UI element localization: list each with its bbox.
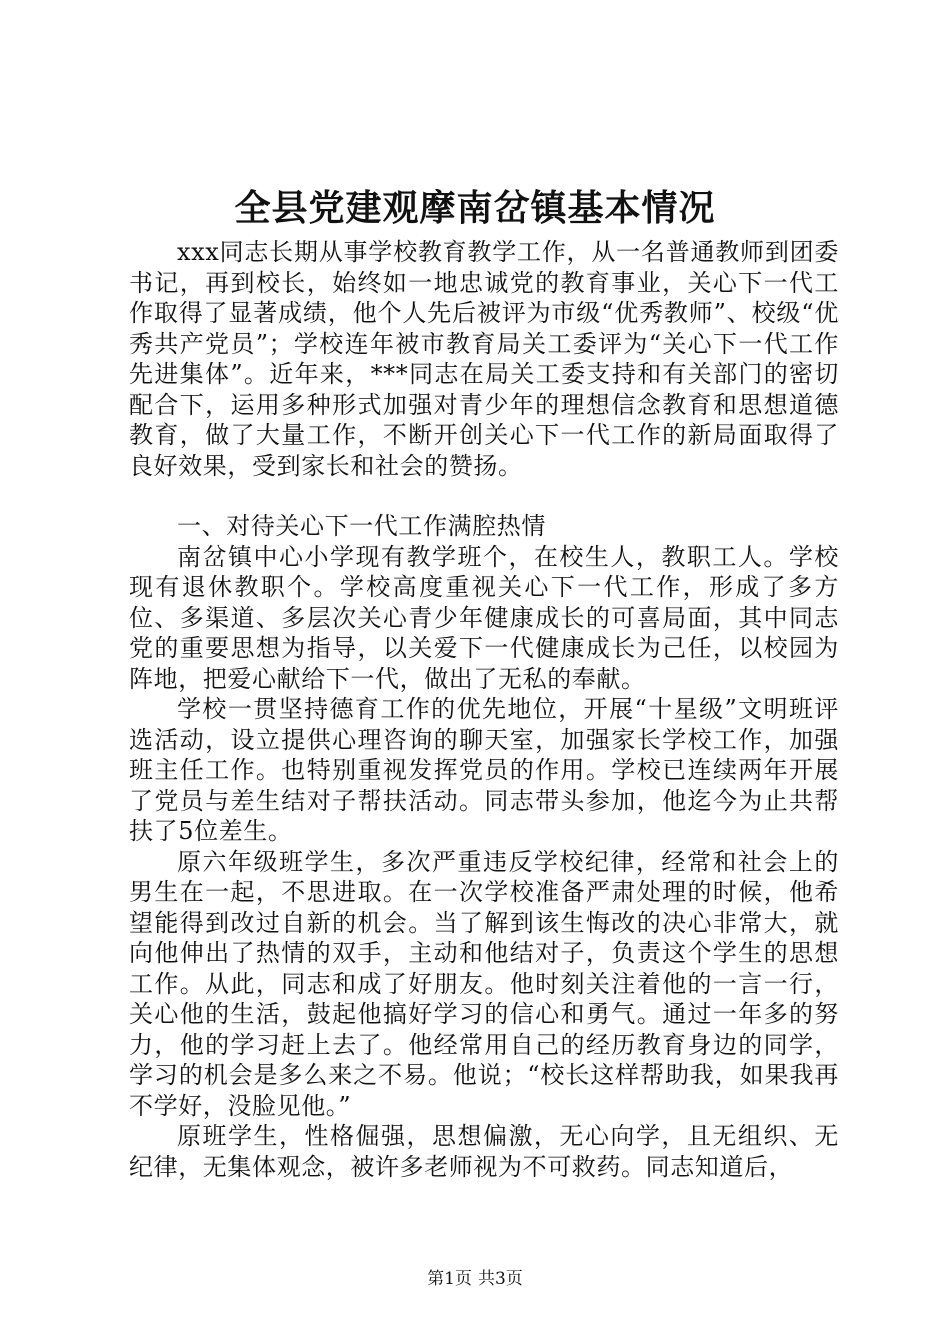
document-title: 全县党建观摩南岔镇基本情况: [234, 187, 716, 229]
paragraph-student-case-1: 原六年级班学生，多次严重违反学校纪律，经常和社会上的男生在一起，不思进取。在一次学校准备严肃处理的时候，他希望能得到改过自新的机会。当了解到该生悔改的决心非常大，就向他伸出了热情的双手，主动和他结对子，负责这个学生的思想工作。从此，同志和成了好朋友。他时刻关注着他的一言一行，关心他的生活，鼓起他搞好学习的信心和勇气。通过一年多的努力，他的学习赶上去了。他经常用自己的经历教育身边的同学，学习的机会是多么来之不易。他说；“校长这样帮助我，如果我再不学好，没脸见他。”: [129, 847, 839, 1120]
section-heading: 一、对待关心下一代工作满腔热情: [177, 512, 546, 540]
page-number-current: 第1页: [427, 1269, 472, 1289]
paragraph-student-case-2: 原班学生，性格倔强，思想偏激，无心向学，且无组织、无纪律，无集体观念，被许多老师视为不可救药。同志知道后，: [129, 1122, 839, 1181]
paragraph-school-overview: 南岔镇中心小学现有教学班个，在校生人，教职工人。学校现有退休教职个。学校高度重视关心下一代工作，形成了多方位、多渠道、多层次关心青少年健康成长的可喜局面，其中同志党的重要思想为指导，以关爱下一代健康成长为己任，以校园为阵地，把爱心献给下一代，做出了无私的奉献。: [129, 542, 839, 693]
page-number-total: 共3页: [478, 1269, 523, 1289]
paragraph-intro: xxx同志长期从事学校教育教学工作，从一名普通教师到团委书记，再到校长，始终如一地忠诚党的教育事业，关心下一代工作取得了显著成绩，他个人先后被评为市级“优秀教师”、校级“优秀共产党员”；学校连年被市教育局关工委评为“关心下一代工作先进集体”。近年来，***同志在局关工委支持和有关部门的密切配合下，运用多种形式加强对青少年的理想信念教育和思想道德教育，做了大量工作，不断开创关心下一代工作的新局面取得了良好效果，受到家长和社会的赞扬。: [129, 238, 839, 480]
page-footer: [0, 1267, 950, 1291]
document-body: [129, 237, 839, 1182]
paragraph-moral-education: 学校一贯坚持德育工作的优先地位，开展“十星级”文明班评选活动，设立提供心理咨询的聊天室，加强家长学校工作，加强班主任工作。也特别重视发挥党员的作用。学校已连续两年开展了党员与差生结对子帮扶活动。同志带头参加，他迄今为止共帮扶了5位差生。: [129, 695, 839, 845]
